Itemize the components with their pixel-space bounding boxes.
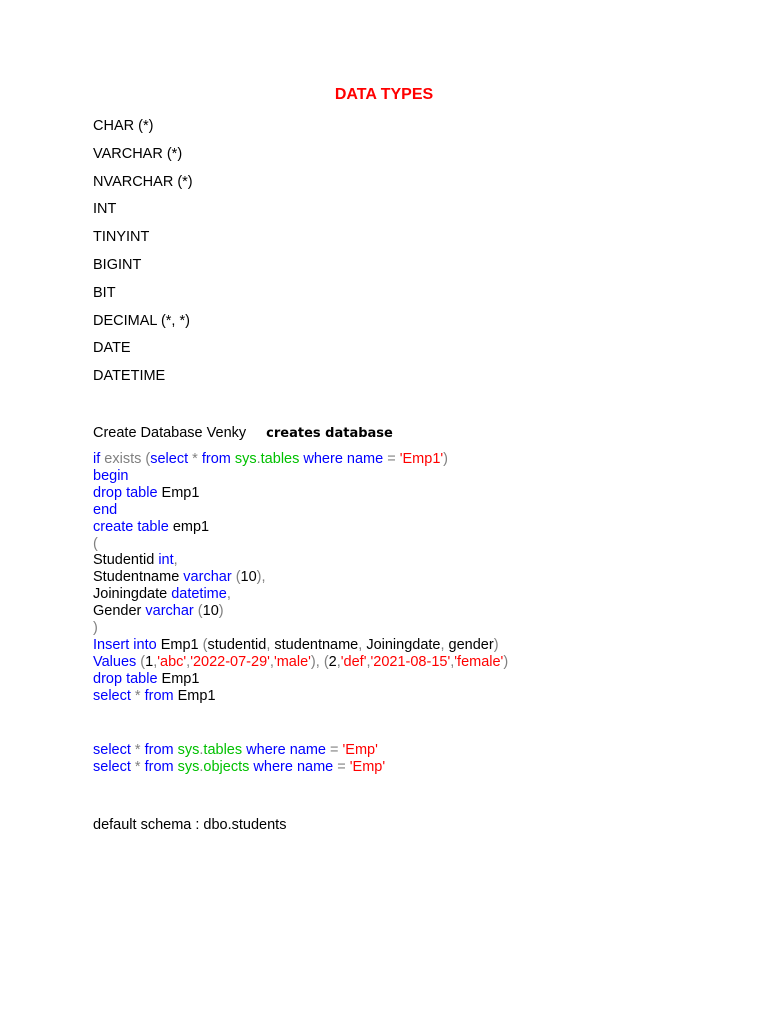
data-type-item: VARCHAR (*): [93, 145, 183, 162]
code-line: Studentid int,: [93, 552, 178, 569]
data-type-item: INT: [93, 201, 117, 218]
create-database-note: creates database: [266, 426, 393, 441]
code-line: ): [93, 620, 98, 637]
code-line: drop table Emp1: [93, 670, 200, 687]
code-line: if exists (select * from sys.tables where name = 'Emp1'): [93, 451, 448, 467]
code-line: select * from Emp1: [93, 687, 216, 704]
code-line: drop table Emp1: [93, 484, 200, 501]
create-database-statement: Create Database Venky: [93, 425, 247, 441]
code-line: create table emp1: [93, 518, 210, 535]
data-type-item: TINYINT: [93, 229, 150, 246]
code-line: Gender varchar (10): [93, 603, 224, 620]
code-line: begin: [93, 467, 129, 484]
code-line: Values (1,'abc','2022-07-29','male'), (2,'def','2021-08-15','female'): [93, 653, 509, 670]
code-line: Studentname varchar (10),: [93, 569, 266, 586]
data-type-item: DECIMAL (*, *): [93, 312, 190, 329]
code-line: select * from sys.tables where name = 'Emp': [93, 742, 378, 758]
sql-code-block: [93, 451, 508, 705]
sql-query-block: [93, 742, 385, 776]
data-types-list: [93, 117, 193, 395]
data-type-item: DATE: [93, 340, 131, 357]
data-type-item: BIGINT: [93, 256, 142, 273]
code-line: Joiningdate datetime,: [93, 586, 231, 603]
create-database-line: [93, 424, 393, 443]
code-line: Insert into Emp1 (studentid, studentname, Joiningdate, gender): [93, 636, 499, 653]
data-type-item: NVARCHAR (*): [93, 173, 193, 190]
data-type-item: CHAR (*): [93, 118, 154, 134]
default-schema-note: default schema : dbo.students: [93, 817, 287, 833]
data-type-item: DATETIME: [93, 368, 166, 385]
code-line: end: [93, 501, 118, 518]
code-line: (: [93, 535, 98, 552]
page-title: DATA TYPES: [334, 86, 434, 103]
data-type-item: BIT: [93, 284, 116, 301]
code-line: select * from sys.objects where name = 'Emp': [93, 758, 386, 775]
